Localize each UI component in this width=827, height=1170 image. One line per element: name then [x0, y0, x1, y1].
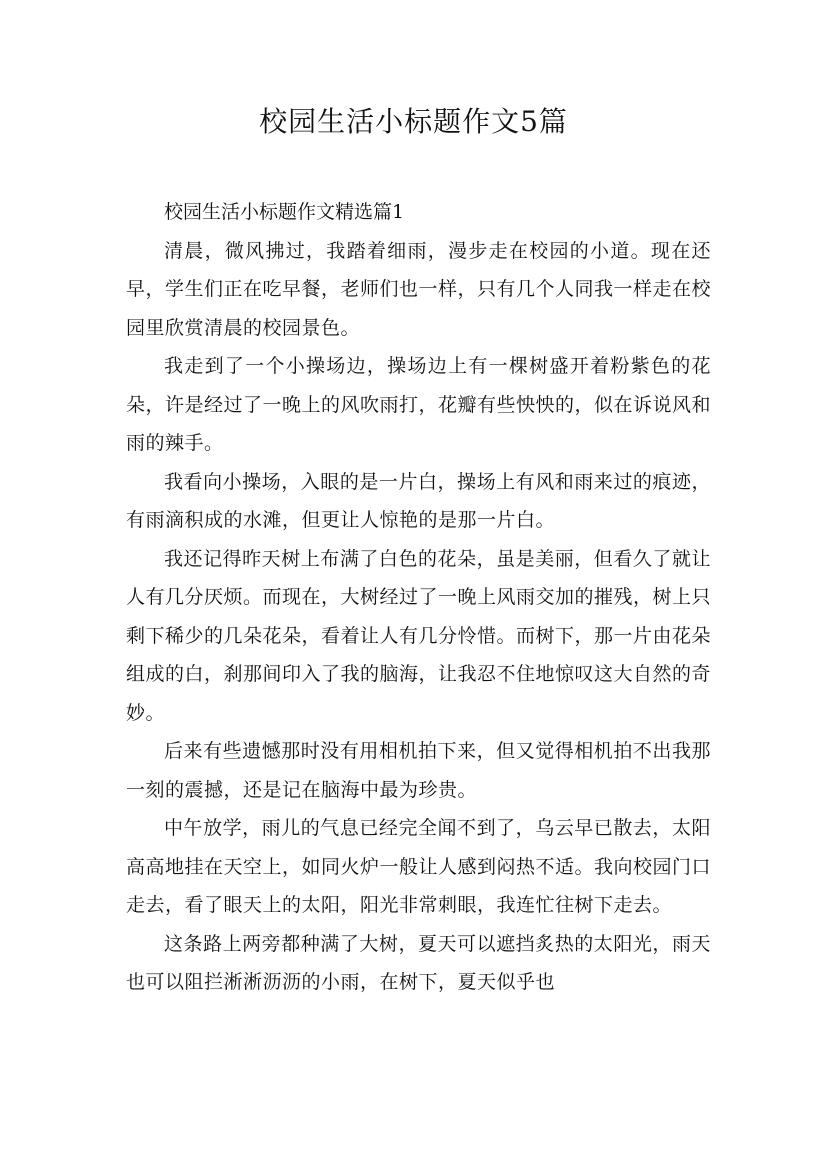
document-title: 校园生活小标题作文5篇 [259, 105, 568, 138]
paragraph-3: 我看向小操场，入眼的是一片白，操场上有风和雨来过的痕迹，有雨滴积成的水滩，但更让人惊艳的是那一片白。 [126, 470, 711, 531]
document-body [126, 193, 711, 1002]
section-heading: 校园生活小标题作文精选篇1 [164, 201, 405, 223]
paragraph-6: 中午放学，雨儿的气息已经完全闻不到了，乌云早已散去，太阳高高地挂在天空上，如同火炉一般让人感到闷热不适。我向校园门口走去，看了眼天上的太阳，阳光非常刺眼，我连忙往树下走去。 [126, 817, 712, 916]
paragraph-7: 这条路上两旁都种满了大树，夏天可以遮挡炙热的太阳光，雨天也可以阻拦淅淅沥沥的小雨，在树下，夏天似乎也 [126, 932, 711, 993]
paragraph-1: 清晨，微风拂过，我踏着细雨，漫步走在校园的小道。现在还早，学生们正在吃早餐，老师们也一样，只有几个人同我一样走在校园里欣赏清晨的校园景色。 [126, 239, 712, 339]
paragraph-5: 后来有些遗憾那时没有用相机拍下来，但又觉得相机拍不出我那一刻的震撼，还是记在脑海中最为珍贵。 [126, 740, 711, 801]
paragraph-2: 我走到了一个小操场边，操场边上有一棵树盛开着粉紫色的花朵，许是经过了一晚上的风吹雨打，花瓣有些怏怏的，似在诉说风和雨的辣手。 [126, 355, 712, 454]
paragraph-4: 我还记得昨天树上布满了白色的花朵，虽是美丽，但看久了就让人有几分厌烦。而现在，大树经过了一晚上风雨交加的摧残，树上只剩下稀少的几朵花朵，看着让人有几分怜惜。而树下，那一片由花朵组成的白，刹那间印入了我的脑海，让我忍不住地惊叹这大自然的奇妙。 [126, 547, 712, 724]
